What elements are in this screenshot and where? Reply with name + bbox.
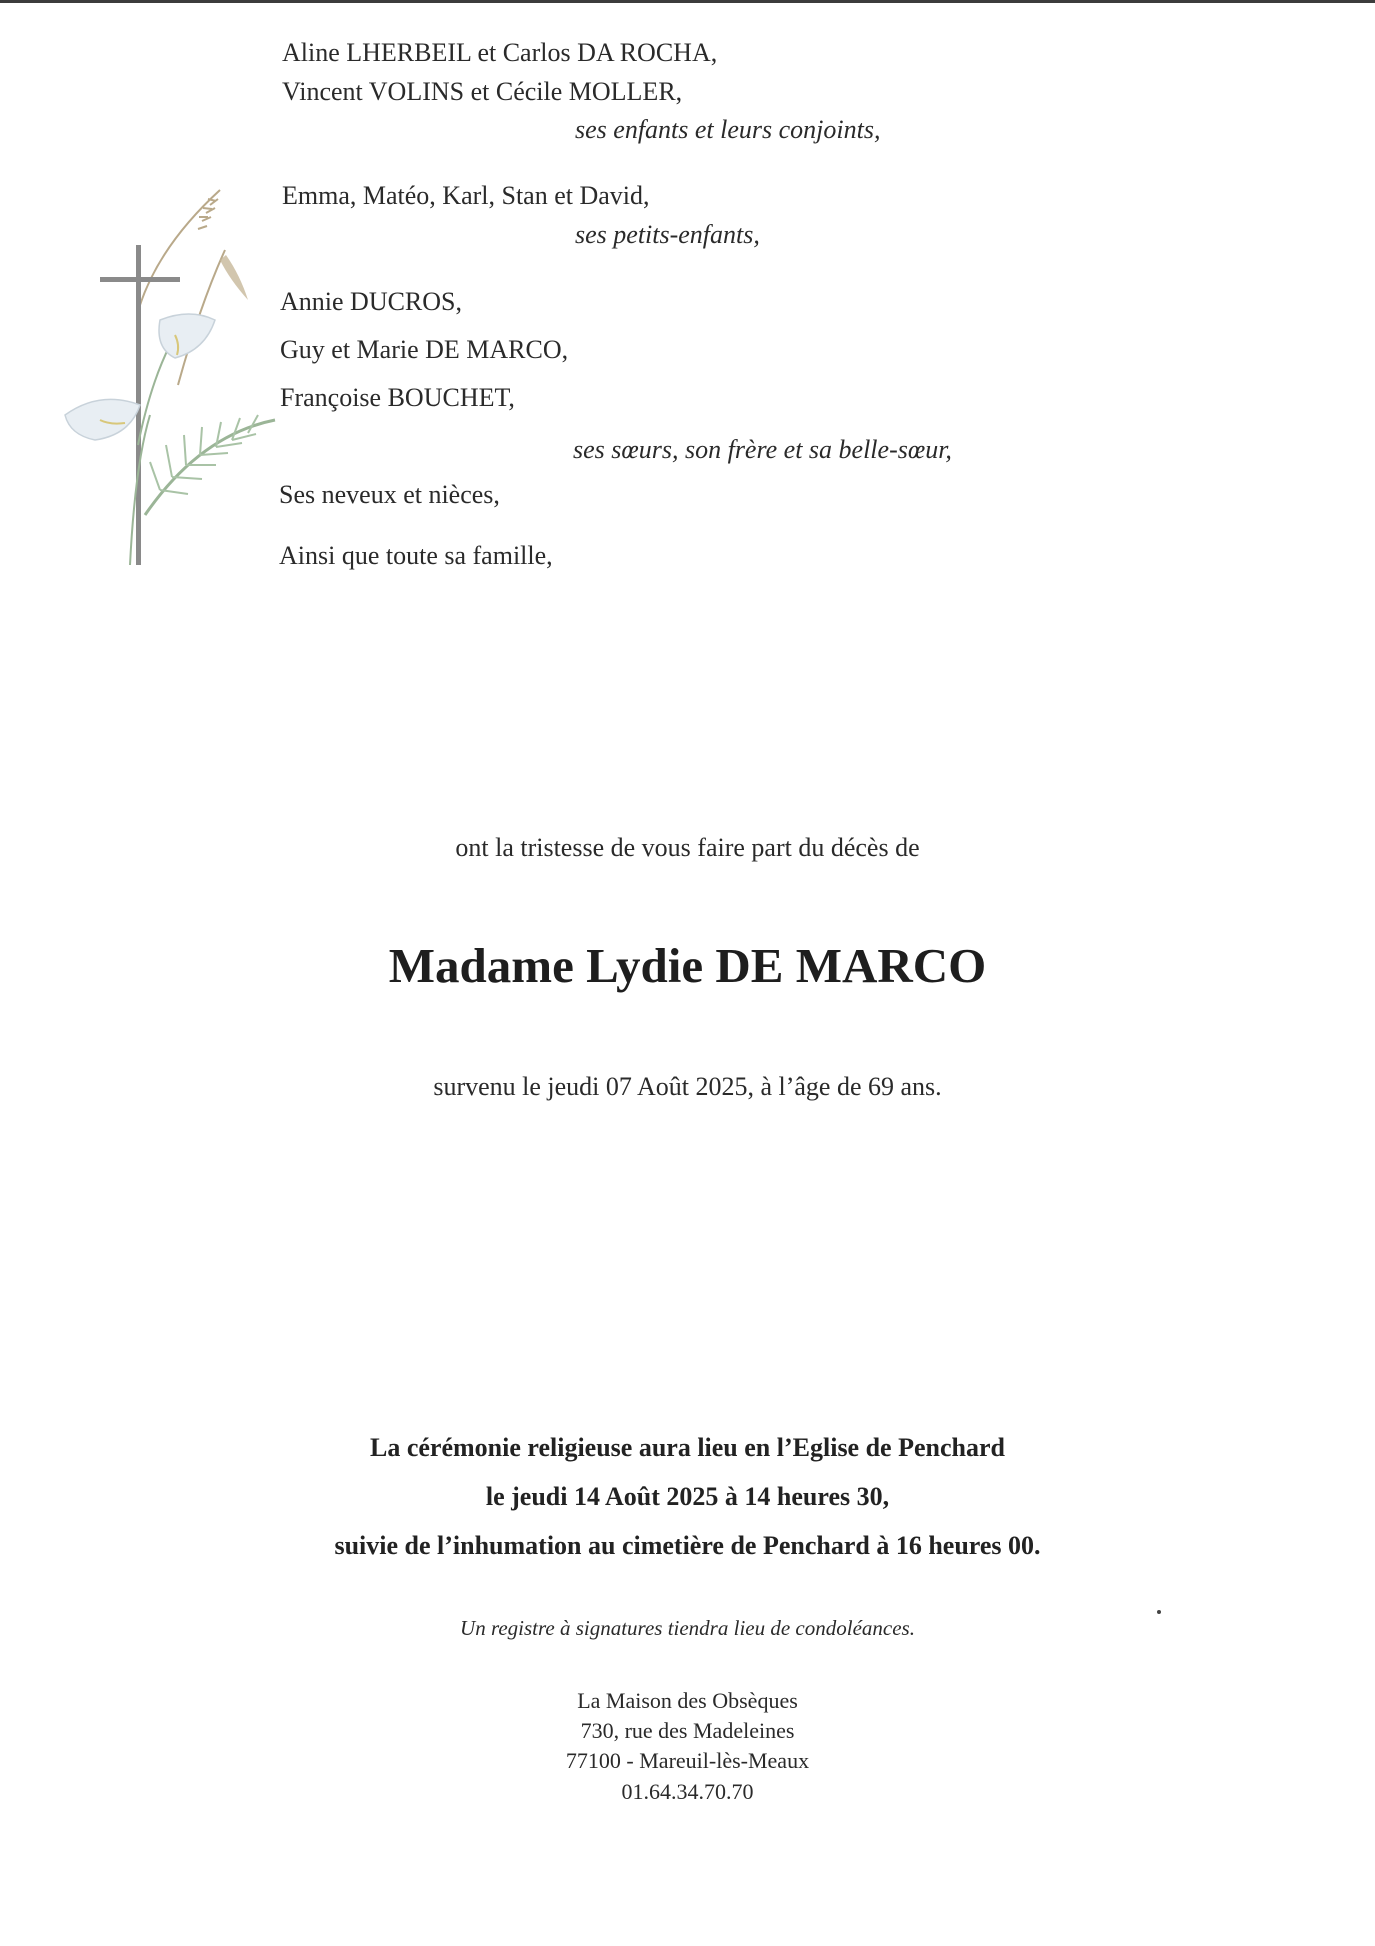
siblings-line-1: Annie DUCROS, [280, 287, 463, 316]
funeral-home-city: 77100 - Mareuil-lès-Meaux [565, 1748, 810, 1773]
nephews-line: Ses neveux et nièces, [279, 480, 500, 509]
announcement-intro: ont la tristesse de vous faire part du décès de [455, 833, 920, 862]
siblings-line-3: Françoise BOUCHET, [280, 383, 515, 412]
funeral-home-street: 730, rue des Madeleines [580, 1718, 795, 1743]
scan-speck [1157, 1610, 1161, 1614]
condolences-note: Un registre à signatures tiendra lieu de condoléances. [460, 1616, 915, 1640]
family-line: Ainsi que toute sa famille, [279, 541, 553, 570]
ceremony-line-1: La cérémonie religieuse aura lieu en l’Eglise de Penchard [370, 1433, 1005, 1462]
funeral-home-name: La Maison des Obsèques [577, 1688, 798, 1713]
children-relation: ses enfants et leurs conjoints, [575, 115, 881, 144]
siblings-relation: ses sœurs, son frère et sa belle-sœur, [573, 435, 952, 464]
death-details: survenu le jeudi 07 Août 2025, à l’âge de 69 ans. [433, 1072, 942, 1101]
children-line-2: Vincent VOLINS et Cécile MOLLER, [282, 77, 683, 106]
ceremony-line-2: le jeudi 14 Août 2025 à 14 heures 30, [485, 1482, 890, 1511]
grandchildren-names: Emma, Matéo, Karl, Stan et David, [282, 181, 650, 210]
siblings-line-2: Guy et Marie DE MARCO, [280, 335, 569, 364]
ceremony-line-3: suivie de l’inhumation au cimetière de Penchard à 16 heures 00. [334, 1531, 1041, 1560]
top-border-rule [0, 0, 1375, 3]
deceased-name: Madame Lydie DE MARCO [388, 938, 987, 993]
funeral-home-phone: 01.64.34.70.70 [621, 1779, 754, 1804]
grandchildren-relation: ses petits-enfants, [575, 220, 760, 249]
cross-with-lilies-icon [60, 185, 280, 605]
children-line-1: Aline LHERBEIL et Carlos DA ROCHA, [282, 38, 718, 67]
